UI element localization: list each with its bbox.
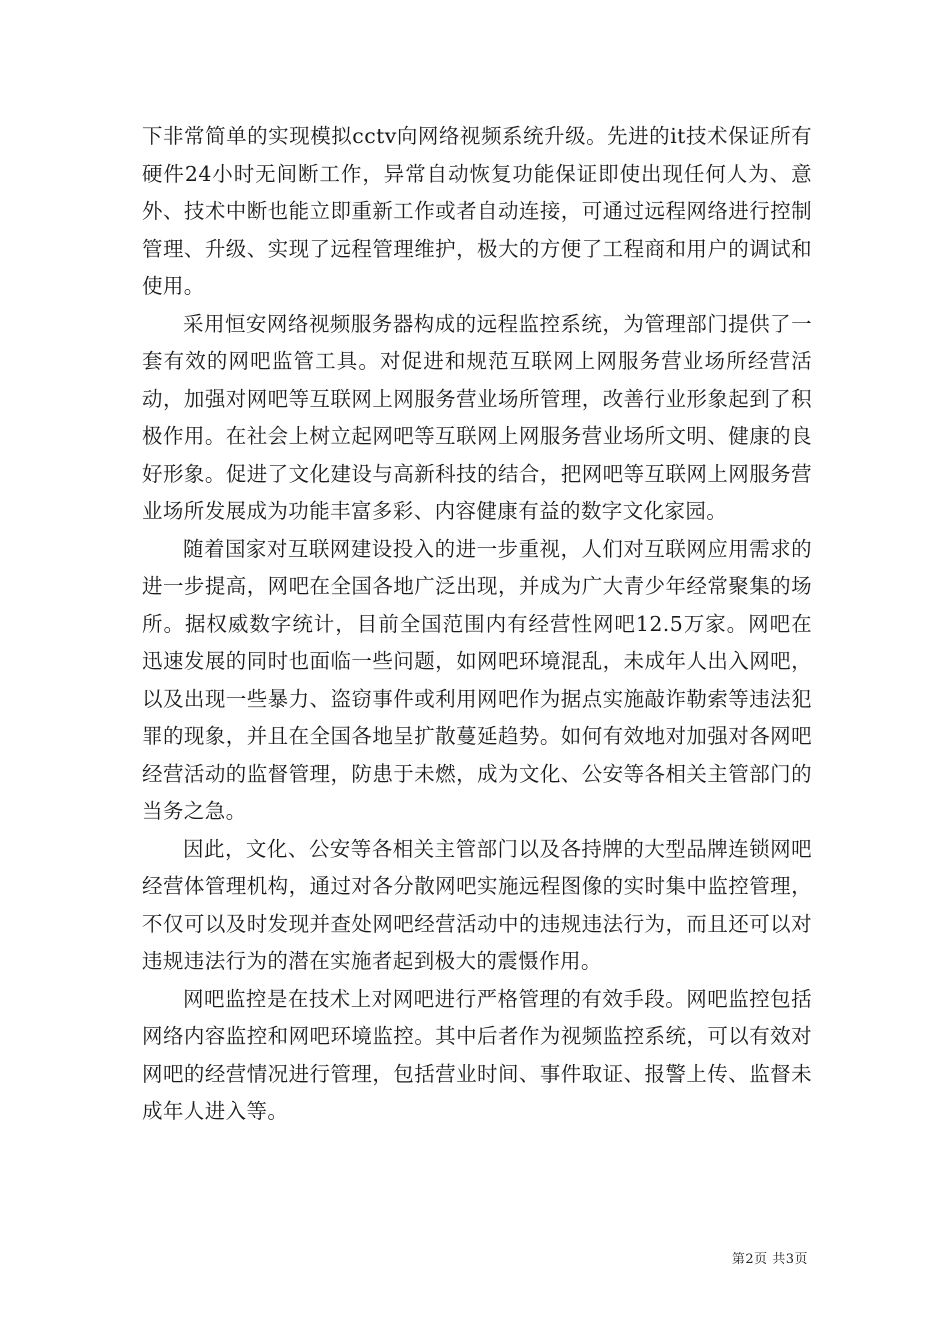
paragraph-3: 随着国家对互联网建设投入的进一步重视，人们对互联网应用需求的进一步提高，网吧在全国各地广泛出现，并成为广大青少年经常聚集的场所。据权威数字统计，目前全国范围内有经营性网吧12.5万家。网吧在迅速发展的同时也面临一些问题，如网吧环境混乱，未成年人出入网吧，以及出现一些暴力、盗窃事件或利用网吧作为据点实施敲诈勒索等违法犯罪的现象，并且在全国各地呈扩散蔓延趋势。如何有效地对加强对各网吧经营活动的监督管理，防患于未燃，成为文化、公安等各相关主管部门的当务之急。 xyxy=(142,536,812,823)
paragraph-4: 因此，文化、公安等各相关主管部门以及各持牌的大型品牌连锁网吧经营体管理机构，通过对各分散网吧实施远程图像的实时集中监控管理，不仅可以及时发现并查处网吧经营活动中的违规违法行为，而且还可以对违规违法行为的潜在实施者起到极大的震慑作用。 xyxy=(142,836,812,973)
paragraph-1: 下非常简单的实现模拟cctv向网络视频系统升级。先进的it技术保证所有硬件24小时无间断工作，异常自动恢复功能保证即使出现任何人为、意外、技术中断也能立即重新工作或者自动连接，可通过远程网络进行控制管理、升级、实现了远程管理维护，极大的方便了工程商和用户的调试和使用。 xyxy=(142,124,812,298)
page-number-footer: 第2页 共3页 xyxy=(731,1252,808,1267)
paragraph-2: 采用恒安网络视频服务器构成的远程监控系统，为管理部门提供了一套有效的网吧监管工具。对促进和规范互联网上网服务营业场所经营活动，加强对网吧等互联网上网服务营业场所管理，改善行业形象起到了积极作用。在社会上树立起网吧等互联网上网服务营业场所文明、健康的良好形象。促进了文化建设与高新科技的结合，把网吧等互联网上网服务营业场所发展成为功能丰富多彩、内容健康有益的数字文化家园。 xyxy=(142,311,812,523)
paragraph-5: 网吧监控是在技术上对网吧进行严格管理的有效手段。网吧监控包括网络内容监控和网吧环境监控。其中后者作为视频监控系统，可以有效对网吧的经营情况进行管理，包括营业时间、事件取证、报警上传、监督未成年人进入等。 xyxy=(142,986,812,1123)
document-body xyxy=(142,118,812,1131)
